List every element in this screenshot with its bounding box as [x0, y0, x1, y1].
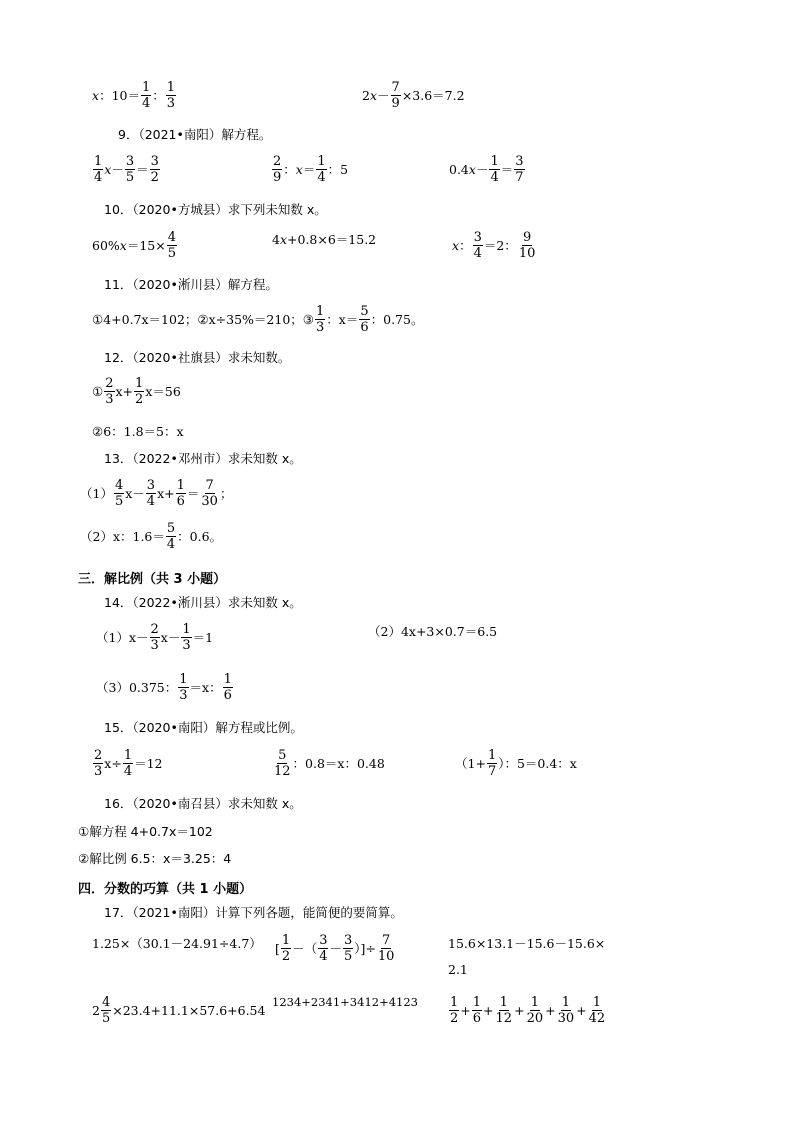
question-13-title: 13．（2022•邓州市）求未知数 x。 [104, 451, 302, 466]
question-17-title: 17．（2021•南阳）计算下列各题，能简便的要简算。 [104, 905, 403, 920]
q17-expression-6: $\frac{1}{2}$ + $\frac{1}{6}$ + $\frac{1}{12}$ + $\frac{1}{20}$ + $\frac{1}{30}$ + $\frac{1}{42}$ [450, 995, 606, 1026]
equation-p1: x ：10＝ $\frac{1}{4}$ ： $\frac{1}{3}$ [92, 80, 176, 111]
q13-equation-2: （2）x：1.6＝ $\frac{5}{4}$ ：0.6。 [80, 521, 223, 552]
section-4-heading: 四．分数的巧算（共 1 小题） [78, 882, 253, 897]
q17-expression-1: 1.25×（30.1－24.91÷4.7） [92, 936, 262, 951]
question-14-title: 14．（2022•淅川县）求未知数 x。 [104, 595, 302, 610]
q17-expression-2: [ $\frac{1}{2}$ －（ $\frac{3}{4}$ － $\frac{3}{5}$ ）]÷ $\frac{7}{10}$ [275, 933, 395, 964]
question-15-title: 15．（2020•南阳）解方程或比例。 [104, 720, 303, 735]
q9-equation-3: 0.4 x － $\frac{1}{4}$ ＝ $\frac{3}{7}$ [449, 154, 524, 185]
q15-equation-3: （1+ $\frac{1}{7}$ ）：5＝0.4：x [455, 748, 577, 779]
equation-p2: 2 x － $\frac{7}{9}$ ×3.6＝7.2 [362, 80, 465, 111]
q14-equation-3: （3）0.375： $\frac{1}{3}$ ＝x： $\frac{1}{6}$ [96, 672, 232, 703]
q12-equation-1: ① $\frac{2}{3}$ x+ $\frac{1}{2}$ x＝56 [92, 376, 181, 407]
q17-expression-4: 2 $\frac{4}{5}$ ×23.4+11.1×57.6+6.54 [92, 995, 266, 1026]
q10-equation-2: 4x+0.8×6＝15.2 [272, 232, 377, 247]
q10-equation-1: 60% x ＝15× $\frac{4}{5}$ [92, 230, 177, 261]
q14-equation-2: （2）4x+3×0.7＝6.5 [368, 624, 498, 639]
q17-expression-5: 1234+2341+3412+4123 [272, 995, 418, 1009]
q15-equation-2: $\frac{5}{12}$ ：0.8＝x：0.48 [274, 748, 385, 779]
q10-equation-3: x ： $\frac{3}{4}$ ＝2： $\frac{9}{10}$ [452, 230, 536, 261]
q9-equation-2: $\frac{2}{9}$ ： x ＝ $\frac{1}{4}$ ：5 [273, 154, 349, 185]
q16-equation-2: ②解比例 6.5：x＝3.25：4 [78, 851, 232, 866]
q16-equation-1: ①解方程 4+0.7x＝102 [78, 824, 213, 839]
q14-equation-1: （1）x－ $\frac{2}{3}$ x－ $\frac{1}{3}$ ＝1 [96, 622, 214, 653]
question-10-title: 10．（2020•方城县）求下列未知数 x。 [104, 202, 327, 217]
question-16-title: 16．（2020•南召县）求未知数 x。 [104, 796, 302, 811]
question-9-title: 9．（2021•南阳）解方程。 [118, 127, 272, 142]
q17-expression-3: 15.6×13.1－15.6－15.6× [448, 936, 606, 951]
question-12-title: 12．（2020•社旗县）求未知数。 [104, 350, 291, 365]
fraction: $\frac{1}{3}$ [166, 80, 176, 111]
q17-expression-3-cont: 2.1 [448, 962, 468, 977]
question-11-title: 11．（2020•淅川县）解方程。 [104, 277, 278, 292]
q13-equation-1: （1） $\frac{4}{5}$ x－ $\frac{3}{4}$ x+ $\frac{1}{6}$ ＝ $\frac{7}{30}$ ； [80, 478, 233, 509]
q11-equations: ①4+0.7x＝102；②x÷35%＝210；③ $\frac{1}{3}$ ：x＝ $\frac{5}{6}$ ：0.75。 [92, 304, 424, 335]
q12-equation-2: ②6：1.8＝5：x [92, 424, 184, 439]
fraction: $\frac{7}{9}$ [391, 80, 400, 111]
section-3-heading: 三．解比例（共 3 小题） [78, 572, 227, 587]
fraction: $\frac{1}{4}$ [141, 80, 151, 111]
q9-equation-1: $\frac{1}{4}$ x － $\frac{3}{5}$ ＝ $\frac{3}{2}$ [94, 154, 159, 185]
q15-equation-1: $\frac{2}{3}$ x÷ $\frac{1}{4}$ ＝12 [94, 748, 163, 779]
